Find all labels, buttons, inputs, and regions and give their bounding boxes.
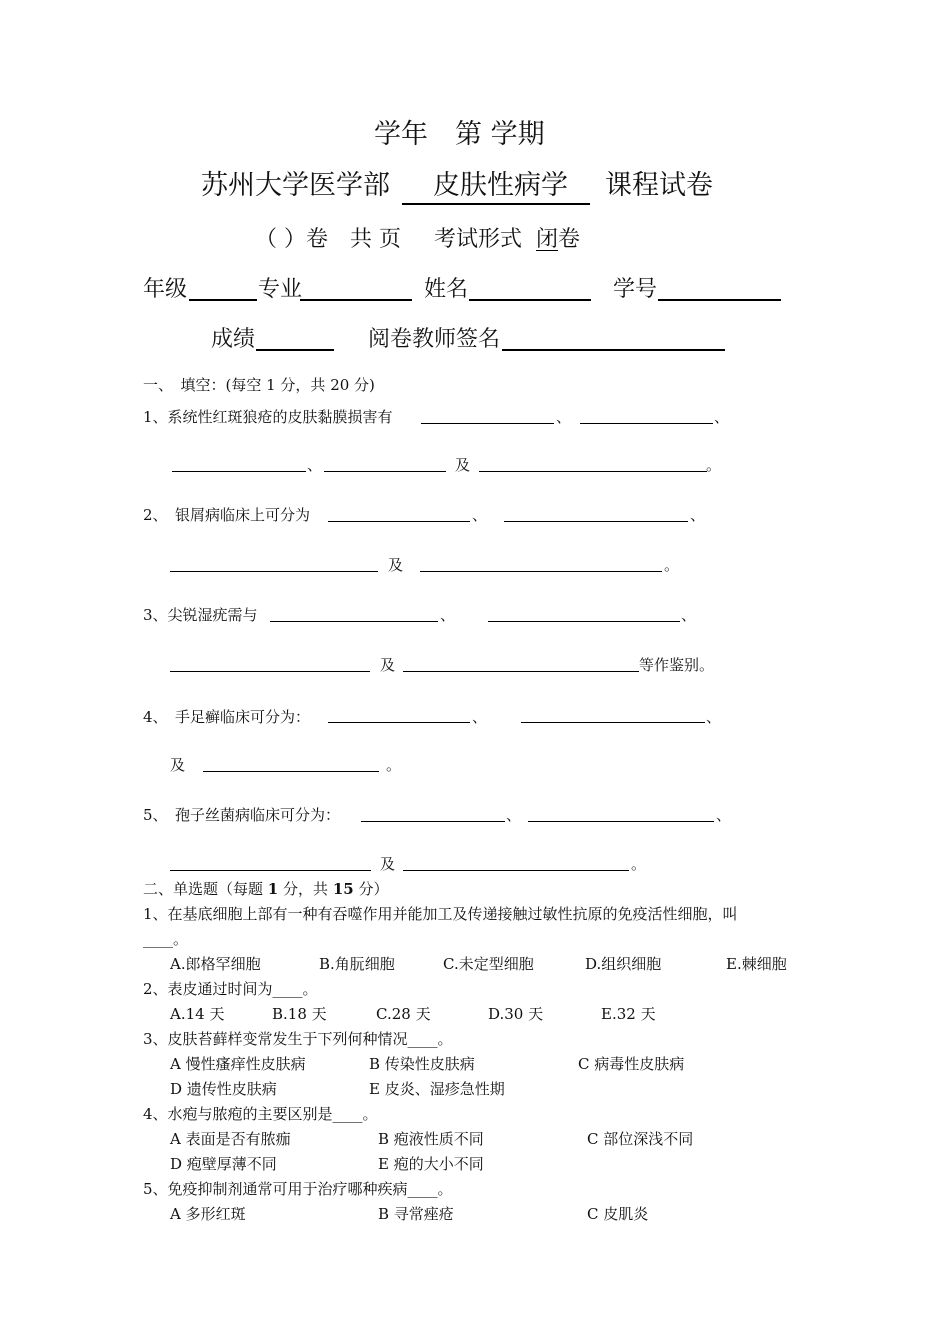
s1-q4-period: 。 — [386, 756, 402, 774]
volume-label: （ ）卷 共 页 — [255, 227, 401, 252]
s2-q2-opt-d[interactable]: D.30 天 — [488, 1005, 544, 1023]
s1-q2-and: 及 — [388, 556, 404, 574]
s1-q2-sep1: 、 — [472, 506, 488, 524]
s2-q3-opt-d[interactable]: D 遗传性皮肤病 — [170, 1080, 277, 1098]
s1-q2-blank1[interactable] — [328, 521, 470, 522]
s2-q5-text: 5、免疫抑制剂通常可用于治疗哪种疾病____。 — [143, 1180, 453, 1198]
s2-q2-opt-b[interactable]: B.18 天 — [272, 1005, 327, 1023]
s1-q5-blank1[interactable] — [361, 821, 505, 822]
s1-q4-blank2[interactable] — [521, 722, 705, 723]
s1-q3-text: 3、尖锐湿疣需与 — [143, 606, 258, 624]
s2-q5-opt-a[interactable]: A 多形红斑 — [170, 1205, 246, 1223]
s1-q3-and: 及 — [380, 656, 396, 674]
s1-q1-blank2[interactable] — [580, 423, 713, 424]
s1-q5-blank4[interactable] — [403, 870, 629, 871]
s1-q5-and: 及 — [380, 855, 396, 873]
s1-q1-blank4[interactable] — [324, 471, 446, 472]
s1-q5-blank3[interactable] — [170, 870, 371, 871]
student-id-field[interactable] — [658, 299, 781, 301]
grade-field[interactable] — [189, 299, 257, 301]
s2-q4-opt-a[interactable]: A 表面是否有脓痂 — [170, 1130, 291, 1148]
s1-q4-blank3[interactable] — [203, 771, 379, 772]
s1-q4-sep2: 、 — [706, 708, 722, 726]
s1-q4-and: 及 — [170, 756, 186, 774]
major-field[interactable] — [300, 299, 412, 301]
s2-q2-opt-e[interactable]: E.32 天 — [601, 1005, 656, 1023]
teacher-sign-field[interactable] — [502, 349, 725, 351]
s2-q4-opt-d[interactable]: D 疱壁厚薄不同 — [170, 1155, 277, 1173]
s2-q3-opt-e[interactable]: E 皮炎、湿疹急性期 — [369, 1080, 505, 1098]
s1-q4-blank1[interactable] — [328, 722, 470, 723]
s2-q1-opt-e[interactable]: E.棘细胞 — [726, 955, 787, 973]
s1-q5-sep2: 、 — [716, 806, 732, 824]
s2-q5-opt-c[interactable]: C 皮肌炎 — [587, 1205, 649, 1223]
s2-q2-text: 2、表皮通过时间为____。 — [143, 980, 318, 998]
s2-q3-opt-a[interactable]: A 慢性瘙痒性皮肤病 — [170, 1055, 306, 1073]
s1-q3-sep1: 、 — [440, 606, 456, 624]
exam-form-underline — [536, 250, 558, 251]
s2-q1-opt-a[interactable]: A.郎格罕细胞 — [170, 955, 261, 973]
s1-q1-period: 。 — [706, 456, 722, 474]
s1-q1-sep2: 、 — [714, 408, 730, 426]
exam-form-value: 闭卷 — [536, 227, 581, 252]
s1-q4-text: 4、 手足癣临床可分为： — [143, 708, 311, 726]
teacher-sign-label: 阅卷教师签名 — [368, 327, 501, 352]
s1-q3-blank4[interactable] — [403, 671, 639, 672]
s2-title-mid: 分，共 — [283, 880, 329, 898]
s2-q2-opt-a[interactable]: A.14 天 — [170, 1005, 225, 1023]
name-label: 姓名 — [424, 277, 469, 302]
s2-q1-opt-d[interactable]: D.组织细胞 — [585, 955, 662, 973]
s2-q3-opt-c[interactable]: C 病毒性皮肤病 — [578, 1055, 685, 1073]
s2-title-n1: 1 — [267, 880, 279, 898]
s1-q1-blank1[interactable] — [421, 423, 554, 424]
s2-q5-opt-b[interactable]: B 寻常痤疮 — [378, 1205, 454, 1223]
section2-title — [143, 878, 388, 899]
s1-q5-sep1: 、 — [506, 806, 522, 824]
s2-q3-text: 3、皮肤苔藓样变常发生于下列何种情况____。 — [143, 1030, 453, 1048]
s2-title-pre: 二、单选题（每题 — [143, 880, 264, 898]
s1-q1-sep3: 、 — [307, 456, 323, 474]
s1-q2-sep2: 、 — [690, 506, 706, 524]
s1-q3-blank1[interactable] — [270, 621, 438, 622]
semester-line: 学年 第 学期 — [374, 119, 545, 150]
student-id-label: 学号 — [613, 277, 658, 302]
s2-q3-opt-b[interactable]: B 传染性皮肤病 — [369, 1055, 475, 1073]
s2-q2-opt-c[interactable]: C.28 天 — [376, 1005, 431, 1023]
grade-label: 年级 — [143, 277, 188, 302]
s1-q5-period: 。 — [631, 855, 647, 873]
s1-q2-blank4[interactable] — [420, 571, 662, 572]
s2-q4-opt-c[interactable]: C 部位深浅不同 — [587, 1130, 694, 1148]
s1-q1-blank3[interactable] — [172, 471, 306, 472]
s1-q2-period: 。 — [664, 556, 680, 574]
s2-title-post: 分） — [358, 880, 389, 898]
s2-q4-opt-e[interactable]: E 疱的大小不同 — [378, 1155, 484, 1173]
s1-q3-blank2[interactable] — [488, 621, 680, 622]
exam-form-label: 考试形式 — [434, 227, 523, 252]
s1-q2-blank2[interactable] — [504, 521, 688, 522]
s1-q3-sep2: 、 — [681, 606, 697, 624]
course-name: 皮肤性病学 — [433, 170, 568, 201]
s2-q1-opt-b[interactable]: B.角朊细胞 — [319, 955, 395, 973]
s1-q5-text: 5、 孢子丝菌病临床可分为： — [143, 806, 341, 824]
section1-title: 一、 填空：(每空 1 分，共 20 分) — [143, 376, 375, 394]
s1-q3-blank3[interactable] — [170, 671, 370, 672]
s1-q4-sep1: 、 — [472, 708, 488, 726]
s1-q5-blank2[interactable] — [528, 821, 714, 822]
s1-q1-and: 及 — [455, 456, 471, 474]
paper-title: 课程试卷 — [605, 170, 713, 201]
s2-q1-opt-c[interactable]: C.未定型细胞 — [443, 955, 534, 973]
s2-q1-blank: ____。 — [143, 930, 189, 948]
name-field[interactable] — [469, 299, 591, 301]
score-field[interactable] — [256, 349, 334, 351]
s1-q1-text: 1、系统性红斑狼疮的皮肤黏膜损害有 — [143, 408, 393, 426]
s1-q1-sep1: 、 — [556, 408, 572, 426]
s1-q2-text: 2、 银屑病临床上可分为 — [143, 506, 311, 524]
score-label: 成绩 — [211, 327, 256, 352]
s2-q4-opt-b[interactable]: B 疱液性质不同 — [378, 1130, 484, 1148]
school-name: 苏州大学医学部 — [201, 170, 390, 201]
s2-title-n2: 15 — [332, 880, 354, 898]
s1-q2-blank3[interactable] — [170, 571, 378, 572]
s1-q1-blank5[interactable] — [479, 471, 707, 472]
s1-q3-tail: 等作鉴别。 — [639, 656, 715, 674]
s2-q1-text: 1、在基底细胞上部有一种有吞噬作用并能加工及传递接触过敏性抗原的免疫活性细胞，叫 — [143, 905, 738, 923]
major-label: 专业 — [258, 277, 303, 302]
s2-q4-text: 4、水疱与脓疱的主要区别是____。 — [143, 1105, 378, 1123]
